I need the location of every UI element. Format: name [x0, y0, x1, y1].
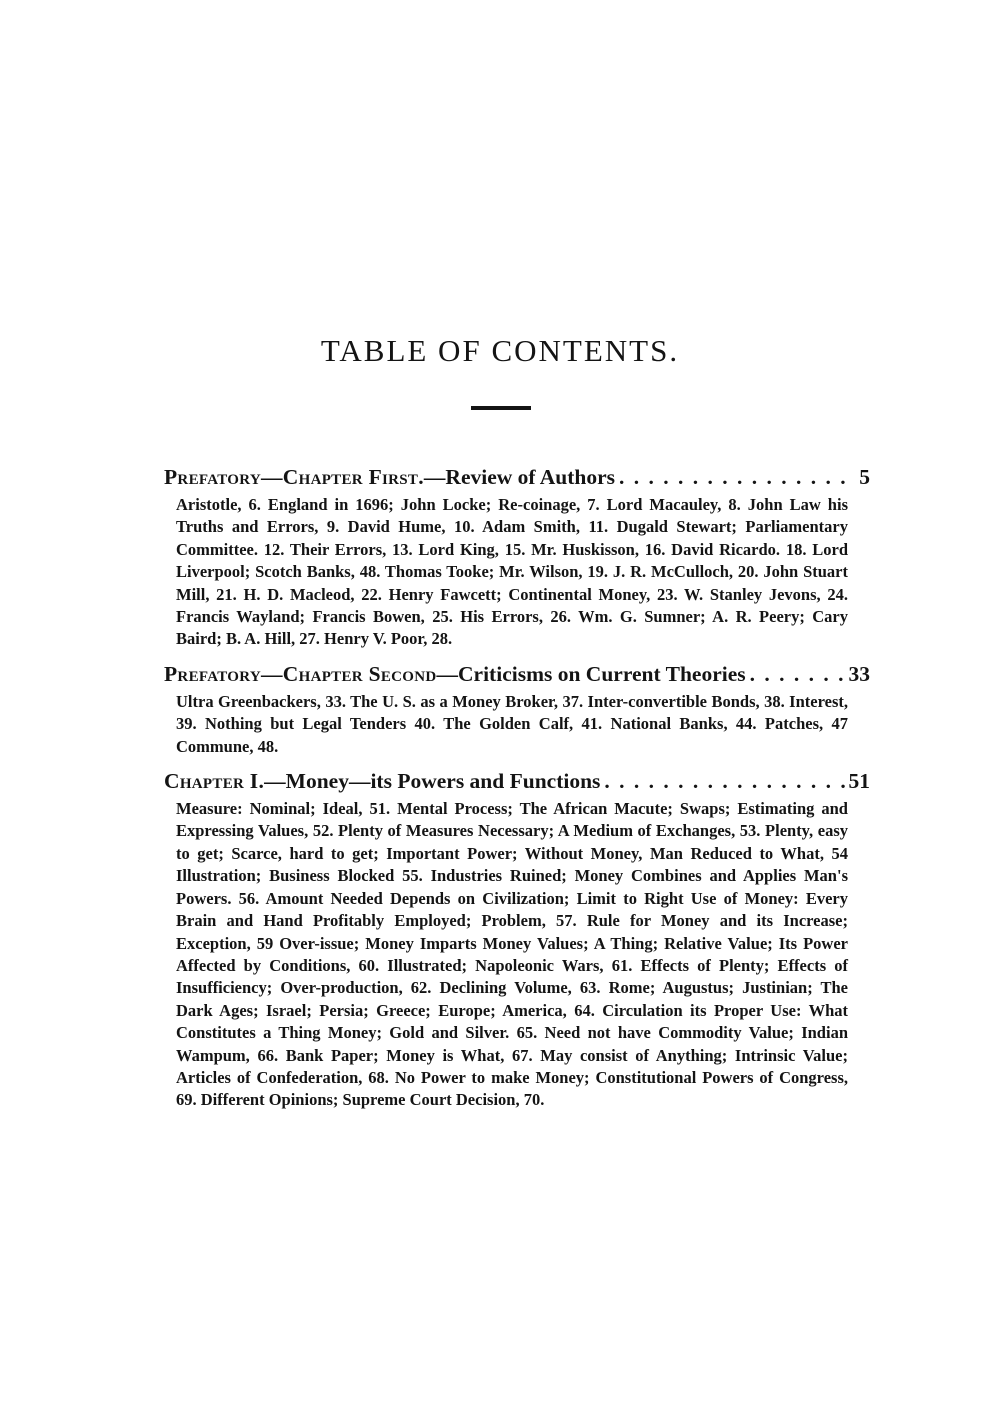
dot-leader: [604, 766, 844, 796]
dot-leader: [750, 659, 845, 689]
chapter-topic: —Criticisms on Current Theories: [436, 661, 746, 686]
page-number: 51: [848, 769, 870, 794]
chapter-topic: —Review of Authors: [423, 465, 616, 489]
dot-leader: [619, 462, 855, 492]
contents-entry-prefatory-second: [164, 659, 870, 758]
chapter-summary: Measure: Nominal; Ideal, 51. Mental Process; The African Macute; Swaps; Estimating and Expressing Values, 52. Plenty of Measures Necessary; A Medium of Exchanges, 53. Plenty, easy to get; Scarce, hard to get; Important Power; Without Money, Man Reduced to What, 54 Illustration; Business Blocked 55. Industries Ruined; Money Combines and Applies Man's Powers. 56. Amount Needed Depends on Civilization; Limit to Right Use of Money: Every Brain and Hand Profitably Employed; Problem, 57. Rule for Money and its Increase; Exception, 59 Over-issue; Money Imparts Money Values; A Thing; Relative Value; Its Power Affected by Conditions, 60. Illustrated; Napoleonic Wars, 61. Effects of Plenty; Effects of Insufficiency; Over-production, 62. Declining Volume, 63. Rome; Augustus; Justinian; The Dark Ages; Israel; Persia; Greece; Europe; America, 64. Circulation its Proper Use: What Constitutes a Thing Money; Gold and Silver. 65. Need not have Commodity Value; Indian Wampum, 66. Bank Paper; Money is What, 67. May consist of Anything; Intrinsic Value; Articles of Confederation, 68. No Power to make Money; Constitutional Powers of Congress, 69. Different Opinions; Supreme Court Decision, 70.: [176, 799, 848, 1110]
page-title: TABLE OF CONTENTS.: [320, 332, 680, 368]
chapter-label: Chapter I.: [164, 769, 265, 794]
entry-heading: [164, 766, 870, 796]
contents-list: [164, 462, 870, 1120]
title-divider: [471, 406, 531, 410]
chapter-topic: —Money—its Powers and Functions: [264, 769, 601, 794]
page-number: 5: [859, 465, 870, 489]
contents-entry-prefatory-first: [164, 462, 870, 651]
chapter-summary: Aristotle, 6. England in 1696; John Locke; Re-coinage, 7. Lord Macauley, 8. John Law his Truths and Errors, 9. David Hume, 10. Adam Smith, 11. Dugald Stewart; Parliamentary Committee. 12. Their Errors, 13. Lord King, 15. Mr. Huskisson, 16. David Ricardo. 18. Lord Liverpool; Scotch Banks, 48. Thomas Tooke; Mr. Wilson, 19. J. R. McCulloch, 20. John Stuart Mill, 21. H. D. Macleod, 22. Henry Fawcett; Continental Money, 23. W. Stanley Jevons, 24. Francis Wayland; Francis Bowen, 25. His Errors, 26. Wm. G. Sumner; A. R. Peery; Cary Baird; B. A. Hill, 27. Henry V. Poor, 28.: [176, 495, 848, 649]
contents-entry-chapter-1: [164, 766, 870, 1112]
entry-heading: [164, 462, 870, 492]
chapter-label: Prefatory—Chapter Second: [164, 661, 437, 686]
chapter-summary: Ultra Greenbackers, 33. The U. S. as a Money Broker, 37. Inter-convertible Bonds, 38. Interest, 39. Nothing but Legal Tenders 40. The Golden Calf, 41. National Banks, 44. Patches, 47 Commune, 48.: [176, 691, 848, 756]
chapter-label: Prefatory—Chapter First.: [164, 465, 424, 489]
entry-heading: [164, 659, 870, 689]
page-number: 33: [848, 661, 870, 686]
